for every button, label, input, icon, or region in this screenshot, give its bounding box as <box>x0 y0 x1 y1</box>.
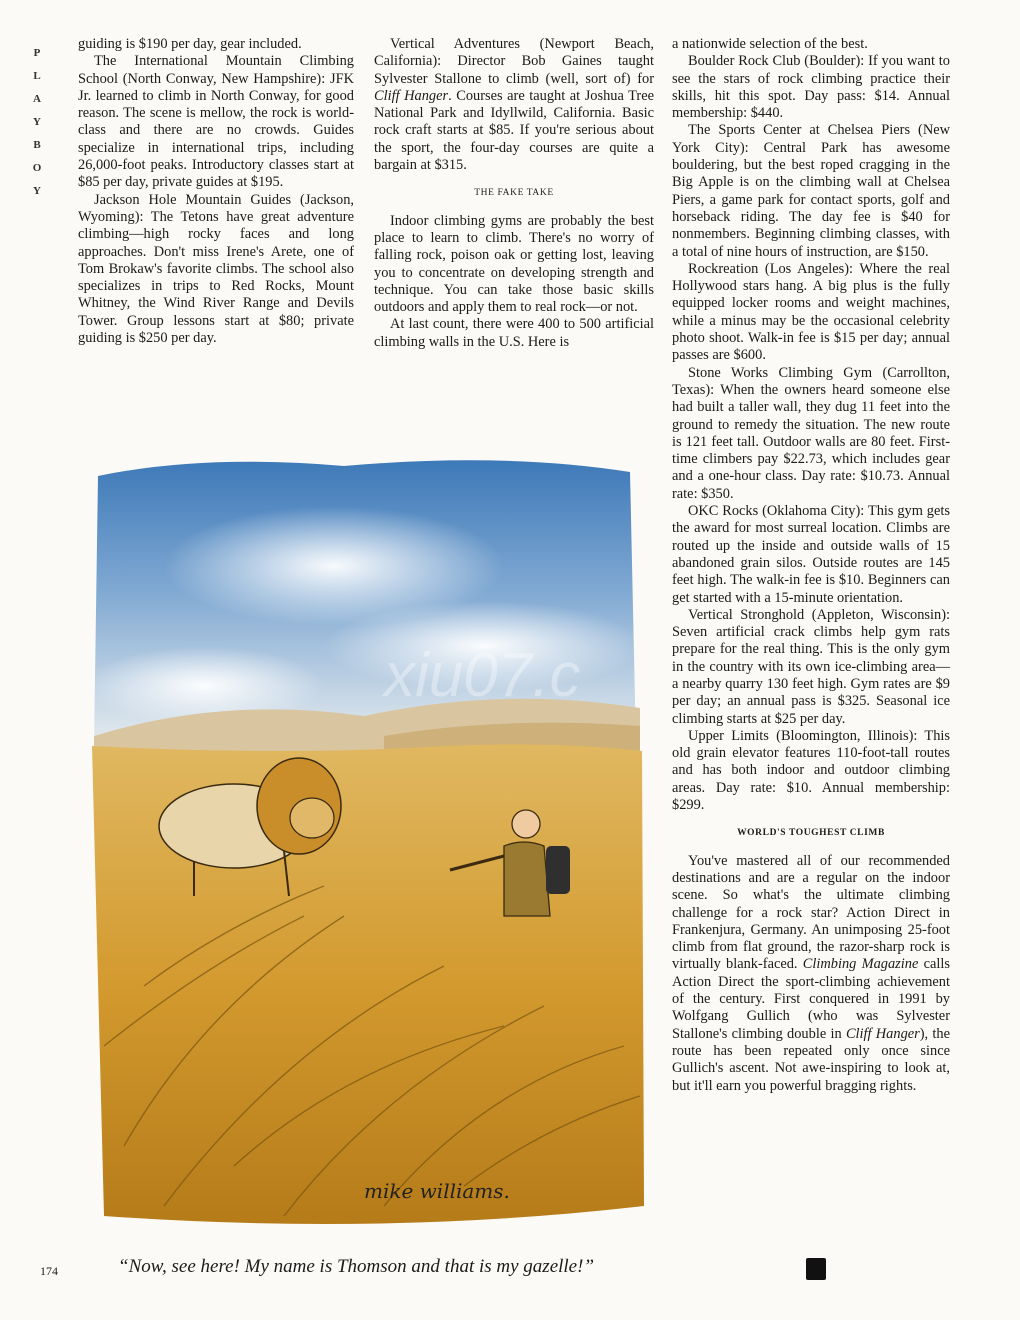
side-letter: B <box>33 139 43 151</box>
artist-signature: mike williams. <box>364 1179 510 1203</box>
paragraph: The Sports Center at Chelsea Piers (New York City): Central Park has awesome bouldering, but the best roped cragging in the Big Apple is on the climbing wall at Chelsea Piers, a game park for contact sports, golf and horseback riding. The day fee is $40 for nonmembers. Beginning climbing classes, with a total of nine hours of instruction, are $150. <box>672 122 950 260</box>
paragraph <box>672 853 950 1095</box>
paragraph: guiding is $190 per day, gear included. <box>78 36 302 52</box>
paragraph: The International Mountain Climbing School (North Conway, New Hampshire): JFK Jr. learned to climb in North Conway, for good reason. The scene is mellow, the rock is world-class and there are no crowds. Guides specialize in international trips, including 26,000-foot peaks. Introductory classes start at $85 per day, private guides at $195. <box>78 53 354 191</box>
page-number: 174 <box>40 1264 58 1278</box>
article-column-3 <box>672 36 950 1095</box>
magazine-title: Climbing Magazine <box>802 956 919 973</box>
paragraph: Indoor climbing gyms are probably the best place to learn to climb. There's no worry of falling rock, poison oak or getting lost, leaving you to concentrate on developing strength and technique. You can take those basic skills outdoors and apply them to real rock—or not. <box>374 212 654 316</box>
cartoon-caption: “Now, see here! My name is Thomson and that is my gazelle!” <box>118 1256 595 1277</box>
text-run: You've mastered all of our recommended destinations and are a regular on the indoor scene. So what's the ultimate climbing challenge for a rock star? Action Direct in Frankenjura, Germany. An unimposing 25-foot climb from flat ground, the razor-sharp rock is virtually blank-faced. <box>672 852 950 973</box>
side-letter: Y <box>33 116 43 128</box>
paragraph: Upper Limits (Bloomington, Illinois): This old grain elevator features 110-foot-tall routes and has both indoor and outdoor climbing areas. Day rate: $10. Annual membership: $299. <box>672 727 950 814</box>
side-letter: Y <box>33 185 43 197</box>
article-column-1 <box>78 36 354 347</box>
film-title: Cliff Hanger <box>845 1025 920 1042</box>
playboy-bunny-icon <box>806 1258 826 1280</box>
side-letter: L <box>33 70 43 82</box>
paragraph: Stone Works Climbing Gym (Carrollton, Texas): When the owners heard someone else had built a taller wall, they dug 11 feet into the ground to remedy the situation. The new route is 121 feet tall. Outdoor walls are 80 feet. First-time climbers pay $22.73, which includes gear and a one-hour class. Day rate: $10.73. Annual rate: $350. <box>672 364 950 502</box>
text-run: ), the route has been repeated only once since Gullich's ascent. Not awe-inspiring to look at, but it'll earn you powerful bragging rights. <box>672 1025 950 1094</box>
paragraph: Rockreation (Los Angeles): Where the real Hollywood stars hang. A big plus is the fully equipped locker rooms and weight machines, while a minus may be the occasional celebrity photo shoot. Walk-in fee is $15 per day; annual passes are $600. <box>672 260 950 364</box>
side-letter: P <box>33 47 43 59</box>
paragraph: OKC Rocks (Oklahoma City): This gym gets the award for most surreal location. Climbs are routed up the inside and outside walls of 15 abandoned grain silos. Outside routes are 145 feet high. The walk-in fee is $10. Beginners can get started with a 15-minute orientation. <box>672 503 950 606</box>
film-title: Cliff Hanger <box>374 87 449 104</box>
cartoon-illustration <box>84 446 650 1246</box>
section-heading: THE FAKE TAKE <box>474 188 554 199</box>
side-letter: O <box>32 162 44 174</box>
paragraph: At last count, there were 400 to 500 artificial climbing walls in the U.S. Here is <box>374 316 654 350</box>
text-run: Vertical Adventures (Newport Beach, California): Director Bob Gaines taught Sylvester Stallone to climb (well, sort of) for <box>374 36 654 87</box>
side-letter: A <box>33 93 43 105</box>
paragraph <box>374 36 654 174</box>
section-heading: WORLD'S TOUGHEST CLIMB <box>737 828 885 839</box>
watermark-text: xiu07.c <box>384 641 581 710</box>
magazine-side-mark <box>30 42 46 203</box>
paragraph: Vertical Stronghold (Appleton, Wisconsin): Seven artificial crack climbs help gym rats prepare for the real thing. This is the only gym in the country with its own ice-climbing area—a nearby quarry 130 feet high. Gym rates are $9 per day; an annual pass is $325. Seasonal ice climbing starts at $25 per day. <box>672 606 950 727</box>
text-run: . Courses are taught at Joshua Tree National Park and Idyllwild, California. Basic rock craft starts at $85. If you're serious about the sport, the four-day courses are quite a bargain at $315. <box>374 87 654 174</box>
article-column-2 <box>374 36 654 351</box>
paragraph: a nationwide selection of the best. <box>672 36 868 52</box>
paragraph: Jackson Hole Mountain Guides (Jackson, Wyoming): The Tetons have great adventure climbing—high rocky faces and long approaches. Don't miss Irene's Arete, one of Tom Brokaw's favorite climbs. The school also specializes in trips to Red Rocks, Mount Whitney, the Wind River Range and Devils Tower. Group lessons start at $80; private guiding is $250 per day. <box>78 191 354 347</box>
paragraph: Boulder Rock Club (Boulder): If you want to see the stars of rock climbing practice their skills, hit this spot. Day pass: $14. Annual membership: $440. <box>672 53 950 122</box>
text-run: calls Action Direct the sport-climbing achievement of the century. First conquered in 1991 by Wolfgang Gullich (who was Sylvester Stallone's climbing double in <box>672 956 950 1042</box>
